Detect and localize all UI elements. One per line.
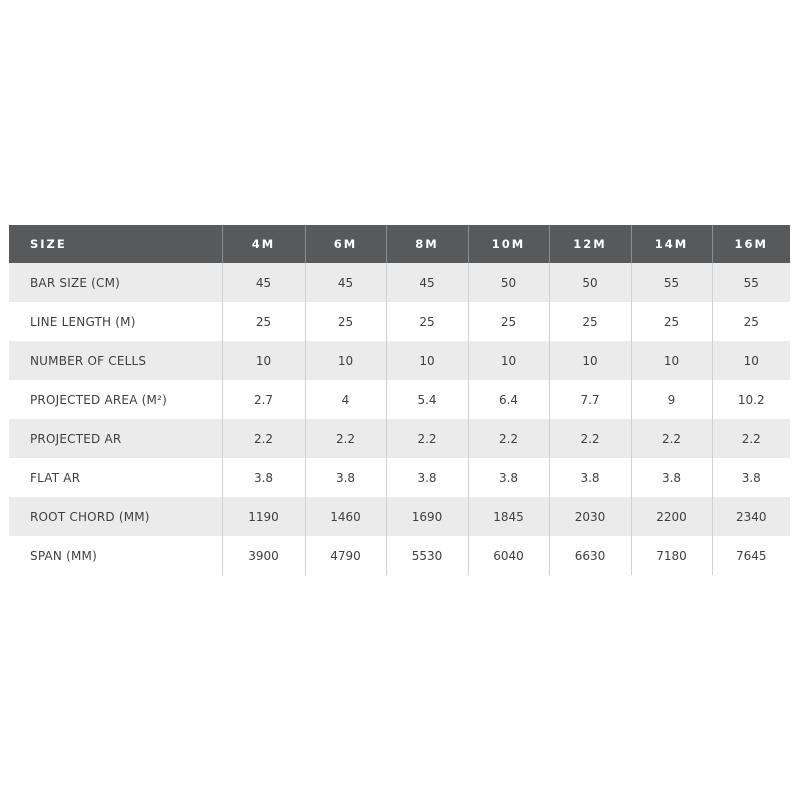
- table-cell: 10: [631, 341, 712, 380]
- table-cell: 4: [305, 380, 386, 419]
- row-label: ROOT CHORD (MM): [9, 497, 222, 536]
- table-cell: 1460: [305, 497, 386, 536]
- header-size-col: 4M: [222, 225, 305, 263]
- table-cell: 10: [305, 341, 386, 380]
- table-cell: 45: [222, 263, 305, 302]
- row-label: BAR SIZE (CM): [9, 263, 222, 302]
- table-row: [9, 341, 790, 380]
- table-cell: 10: [468, 341, 549, 380]
- table-cell: 3.8: [712, 458, 790, 497]
- table-cell: 2.2: [222, 419, 305, 458]
- table-cell: 6040: [468, 536, 549, 575]
- row-label: PROJECTED AREA (M²): [9, 380, 222, 419]
- table-cell: 3.8: [305, 458, 386, 497]
- header-size-col: 16M: [712, 225, 790, 263]
- table-cell: 3900: [222, 536, 305, 575]
- table-cell: 7645: [712, 536, 790, 575]
- table-cell: 2.2: [305, 419, 386, 458]
- table-cell: 3.8: [386, 458, 468, 497]
- table-cell: 6.4: [468, 380, 549, 419]
- row-label: PROJECTED AR: [9, 419, 222, 458]
- header-size-col: 6M: [305, 225, 386, 263]
- header-size-label: SIZE: [9, 225, 222, 263]
- table-cell: 3.8: [222, 458, 305, 497]
- table-cell: 9: [631, 380, 712, 419]
- table-cell: 4790: [305, 536, 386, 575]
- table-cell: 45: [386, 263, 468, 302]
- table-header: [9, 225, 790, 263]
- table-cell: 2.2: [712, 419, 790, 458]
- row-label: SPAN (MM): [9, 536, 222, 575]
- header-size-col: 8M: [386, 225, 468, 263]
- table-cell: 25: [386, 302, 468, 341]
- row-label: FLAT AR: [9, 458, 222, 497]
- table-cell: 7.7: [549, 380, 631, 419]
- table-cell: 2.7: [222, 380, 305, 419]
- table-cell: 25: [305, 302, 386, 341]
- table-cell: 3.8: [631, 458, 712, 497]
- table-cell: 2.2: [468, 419, 549, 458]
- table-cell: 1190: [222, 497, 305, 536]
- table-row: [9, 302, 790, 341]
- table-cell: 25: [631, 302, 712, 341]
- table-cell: 3.8: [468, 458, 549, 497]
- table-cell: 25: [549, 302, 631, 341]
- table-row: [9, 419, 790, 458]
- table-row: [9, 263, 790, 302]
- table-cell: 55: [631, 263, 712, 302]
- header-size-col: 10M: [468, 225, 549, 263]
- table-cell: 55: [712, 263, 790, 302]
- table-cell: 25: [712, 302, 790, 341]
- table-cell: 25: [468, 302, 549, 341]
- table-cell: 10: [386, 341, 468, 380]
- table-cell: 1690: [386, 497, 468, 536]
- table-cell: 10: [549, 341, 631, 380]
- table-cell: 50: [549, 263, 631, 302]
- table-cell: 5.4: [386, 380, 468, 419]
- header-size-col: 12M: [549, 225, 631, 263]
- table-row: [9, 536, 790, 575]
- table-cell: 7180: [631, 536, 712, 575]
- table-cell: 2.2: [631, 419, 712, 458]
- table-cell: 45: [305, 263, 386, 302]
- table-cell: 25: [222, 302, 305, 341]
- table-cell: 2200: [631, 497, 712, 536]
- table-row: [9, 458, 790, 497]
- row-label: LINE LENGTH (M): [9, 302, 222, 341]
- kite-size-spec-table: [9, 225, 790, 575]
- table-cell: 10.2: [712, 380, 790, 419]
- row-label: NUMBER OF CELLS: [9, 341, 222, 380]
- table-cell: 10: [712, 341, 790, 380]
- table-cell: 10: [222, 341, 305, 380]
- table-cell: 2340: [712, 497, 790, 536]
- table-cell: 3.8: [549, 458, 631, 497]
- table-cell: 1845: [468, 497, 549, 536]
- table-row: [9, 380, 790, 419]
- table-cell: 50: [468, 263, 549, 302]
- table-cell: 5530: [386, 536, 468, 575]
- header-size-col: 14M: [631, 225, 712, 263]
- table-cell: 6630: [549, 536, 631, 575]
- table-cell: 2.2: [549, 419, 631, 458]
- table-body: [9, 263, 790, 575]
- table-cell: 2.2: [386, 419, 468, 458]
- header-row: [9, 225, 790, 263]
- table-row: [9, 497, 790, 536]
- table-cell: 2030: [549, 497, 631, 536]
